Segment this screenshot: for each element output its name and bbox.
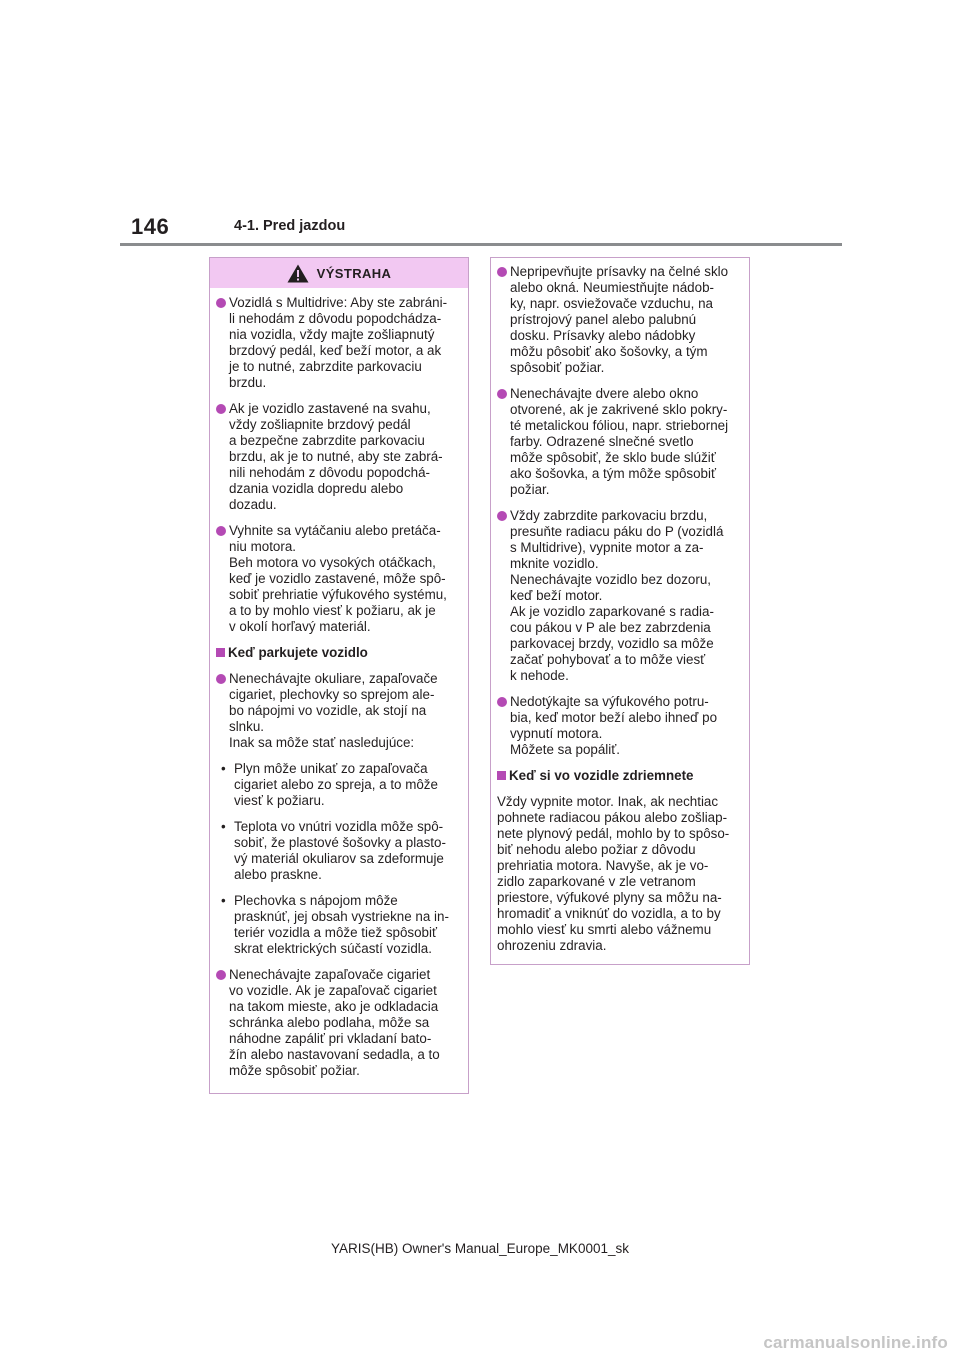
bullet-dot-icon [497,389,507,399]
sub-bullet-item [216,893,462,957]
bullet-dot-icon [497,511,507,521]
header-rule [120,243,842,246]
sub-bullet-text: Plechovka s nápojom môže prasknúť, jej obsah vystriekne na in- teriér vozidla a môže tiež spôsobiť skrat elektrických súčastí vozidla. [234,893,449,956]
bullet-icon: • [221,819,226,834]
list-item [216,523,462,635]
list-item [216,967,462,1079]
item-text: Vozidlá s Multidrive: Aby ste zabráni- li nehodám z dôvodu popodchádza- nia vozidla, vždy majte zošliapnutý brzdový pedál, keď beží motor, a ak je to nutné, zabrzdite parkovaciu brzdu. [229,295,448,390]
watermark: carmanualsonline.info [763,1333,948,1352]
bullet-dot-icon [497,697,507,707]
sub-bullet-item [216,819,462,883]
warning-box-right [490,257,750,965]
warning-content-left [210,288,468,1079]
list-item [497,694,743,758]
list-item [216,401,462,513]
bullet-dot-icon [497,267,507,277]
bullet-icon: • [221,893,226,908]
sleep-paragraph: Vždy vypnite motor. Inak, ak nechtiac pohnete radiacou pákou alebo zošliap- nete plynový pedál, mohlo by to spôso- biť nehodu alebo požiar z dôvodu prehriatia motora. Navyše, ak je vo- zidlo zaparkované v zle vetranom priestore, výfukové plyny sa môžu na- hromadiť a vniknúť do vozidla, a to by mohlo viesť ku smrti alebo vážnemu ohrozeniu zdravia. [497,794,730,953]
sub-bullet-text: Plyn môže unikať zo zapaľovača cigariet alebo zo spreja, a to môže viesť k požiaru. [234,761,438,808]
subsection-heading [216,645,462,661]
warning-content-right [491,258,749,954]
sub-bullet-text: Teplota vo vnútri vozidla môže spô- sobiť, že plastové šošovky a plasto- vý materiál okuliarov sa zdeformuje alebo praskne. [234,819,446,882]
item-text: Nenechávajte zapaľovače cigariet vo vozidle. Ak je zapaľovač cigariet na takom mieste, ako je odkladacia schránka alebo podlaha, môže sa náhodne zapáliť pri vkladaní bato- žín alebo nastavovaní sedadla, a to môže spôsobiť požiar. [229,967,440,1078]
list-item [216,671,462,751]
bullet-dot-icon [216,674,226,684]
list-item [216,295,462,391]
bullet-dot-icon [216,970,226,980]
item-text: Nedotýkajte sa výfukového potru- bia, keď motor beží alebo ihneď po vypnutí motora. Môžete sa popáliť. [510,694,718,757]
item-text: Vyhnite sa vytáčaniu alebo pretáča- niu motora. Beh motora vo vysokých otáčkach, keď je vozidlo zastavené, môže spô- sobiť prehriatie výfukového systému, a to by mohlo viesť k požiaru, ak je v okolí horľavý materiál. [229,523,447,634]
parking-heading: Keď parkujete vozidlo [228,645,368,660]
section-square-icon [216,648,225,657]
sub-bullet-item [216,761,462,809]
item-text: Nepripevňujte prísavky na čelné sklo alebo okná. Neumiestňujte nádob- ky, napr. osviežovače vzduchu, na prístrojový panel alebo palubnú dosku. Prísavky alebo nádobky môžu pôsobiť ako šošovky, a tým spôsobiť požiar. [510,264,729,375]
section-title: 4-1. Pred jazdou [234,218,346,234]
footer-text: YARIS(HB) Owner's Manual_Europe_MK0001_sk [331,1241,629,1256]
item-text: Nenechávajte dvere alebo okno otvorené, ak je zakrivené sklo pokry- té metalickou fóliou, napr. striebornej farby. Odrazené slnečné svetlo môže spôsobiť, že sklo bude slúžiť ako šošovka, a tým môže spôsobiť požiar. [510,386,729,497]
bullet-dot-icon [216,404,226,414]
bullet-icon: • [221,761,226,776]
item-text: Vždy zabrzdite parkovaciu brzdu, presuňte radiacu páku do P (vozidlá s Multidrive), vypnite motor a za- mknite vozidlo. Nenechávajte vozidlo bez dozoru, keď beží motor. Ak je vozidlo zaparkované s radia- cou pákou v P ale bez zabrzdenia parkovacej brzdy, vozidlo sa môže začať pohybovať a to môže viesť k nehode. [510,508,724,683]
item-text: Ak je vozidlo zastavené na svahu, vždy zošliapnite brzdový pedál a bezpečne zabrzdite parkovaciu brzdu, ak je to nutné, aby ste zabrá- nili nehodám z dôvodu popodchá- dzania vozidla dopredu alebo dozadu. [229,401,443,512]
list-item [497,264,743,376]
page-number: 146 [131,214,170,239]
warning-triangle-icon [287,264,309,283]
list-item [497,386,743,498]
warning-label: VÝSTRAHA [316,265,392,281]
warning-header [210,258,468,288]
section-square-icon [497,771,506,780]
bullet-dot-icon [216,526,226,536]
item-text: Nenechávajte okuliare, zapaľovače cigariet, plechovky so sprejom ale- bo nápojmi vo vozidle, ak stojí na slnku. Inak sa môže stať nasledujúce: [229,671,438,750]
warning-box-left [209,257,469,1094]
sleep-heading: Keď si vo vozidle zdriemnete [509,768,694,783]
list-item [497,508,743,684]
bullet-dot-icon [216,298,226,308]
subsection-heading [497,768,743,784]
